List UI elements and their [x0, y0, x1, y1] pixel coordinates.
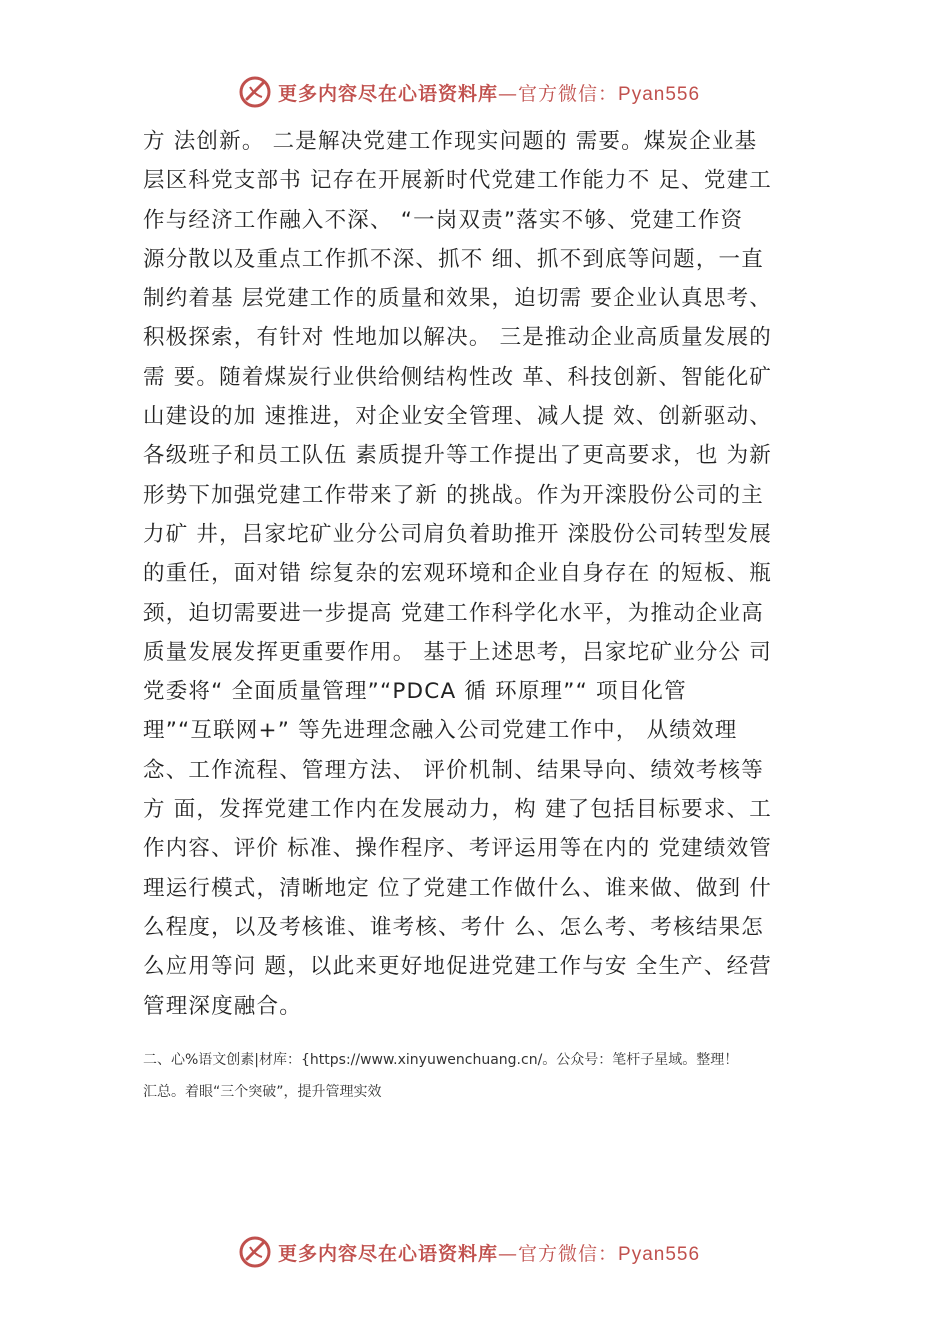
text-line: 积极探索，有针对 性地加以解决。 三是推动企业高质量发展的: [143, 325, 772, 351]
text-line: 质量发展发挥更重要作用。 基于上述思考，吕家坨矿业分公 司: [143, 639, 772, 665]
section-line: 二、心%语文创素|材库：{https://www.xinyuwenchuang.cn/。公众号：笔杆子星域。整理！: [143, 1052, 739, 1068]
text-line: 的重任，面对错 综复杂的宏观环境和企业自身存在 的短板、瓶: [143, 561, 772, 587]
brand-logo-icon: [238, 1235, 272, 1269]
text-line: 作内容、评价 标准、操作程序、考评运用等在内的 党建绩效管: [143, 836, 772, 862]
text-line: 理”“互联网+” 等先进理念融入公司党建工作中， 从绩效理: [143, 718, 738, 744]
text-line: 层区科党支部书 记存在开展新时代党建工作能力不 足、党建工: [143, 168, 772, 194]
section-line: 汇总。着眼“三个突破”，提升管理实效: [143, 1084, 382, 1100]
text-line: 作与经济工作融入不深、 “一岗双责”落实不够、党建工作资: [143, 207, 744, 233]
banner-text: 更多内容尽在心语资料库—官方微信：Pyan556: [278, 82, 701, 105]
text-line: 方 面，发挥党建工作内在发展动力，构 建了包括目标要求、工: [143, 797, 772, 823]
text-line: 么程度，以及考核谁、谁考核、考什 么、怎么考、考核结果怎: [143, 914, 764, 940]
text-line: 源分散以及重点工作抓不深、抓不 细、抓不到底等问题，一直: [143, 246, 764, 272]
text-line: 方 法创新。 二是解决党建工作现实问题的 需要。煤炭企业基: [143, 129, 758, 154]
text-line: 各级班子和员工队伍 素质提升等工作提出了更高要求，也 为新: [143, 443, 772, 469]
text-line: 颈，迫切需要进一步提高 党建工作科学化水平，为推动企业高: [143, 600, 764, 626]
header-banner[interactable]: [238, 72, 738, 112]
banner-text: 更多内容尽在心语资料库—官方微信：Pyan556: [278, 1242, 701, 1265]
text-line: 党委将“ 全面质量管理”“PDCA 循 环原理”“ 项目化管: [143, 679, 687, 705]
text-line: 理运行模式，清晰地定 位了党建工作做什么、谁来做、做到 什: [143, 875, 772, 901]
text-line: 需 要。随着煤炭行业供给侧结构性改 革、科技创新、智能化矿: [143, 364, 772, 390]
text-line: 么应用等问 题，以此来更好地促进党建工作与安 全生产、经营: [143, 954, 772, 980]
text-line: 力矿 井，吕家坨矿业分公司肩负着助推开 滦股份公司转型发展: [143, 521, 772, 547]
footer-banner[interactable]: [238, 1232, 738, 1272]
section-heading-block: [143, 1044, 863, 1108]
text-line: 念、工作流程、管理方法、 评价机制、结果导向、绩效考核等: [143, 757, 764, 783]
brand-logo-icon: [238, 75, 272, 109]
text-line: 形势下加强党建工作带来了新 的挑战。作为开滦股份公司的主: [143, 482, 764, 508]
text-line: 山建设的加 速推进，对企业安全管理、减人提 效、创新驱动、: [143, 404, 772, 430]
text-line: 制约着基 层党建工作的质量和效果，迫切需 要企业认真思考、: [143, 286, 772, 312]
body-paragraph: [143, 122, 823, 1026]
text-line: 管理深度融合。: [143, 993, 302, 1019]
